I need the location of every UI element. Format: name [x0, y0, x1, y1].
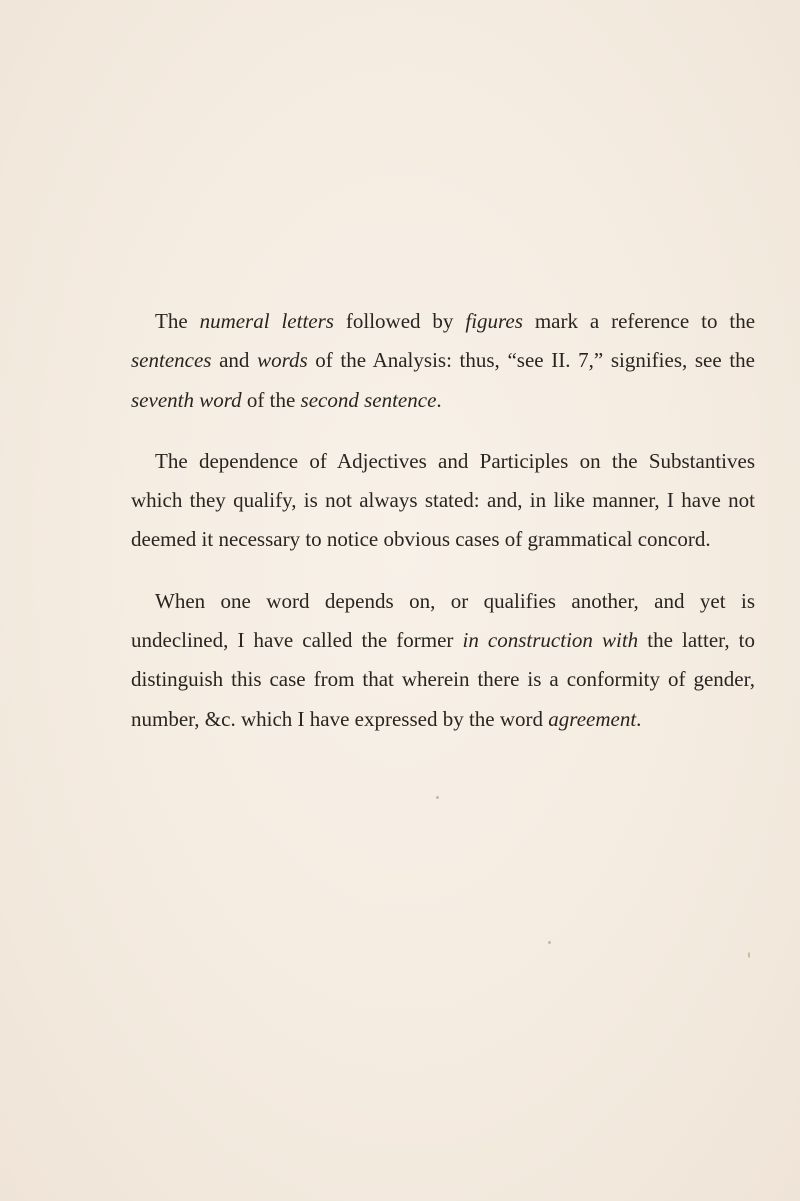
paper-speck	[436, 796, 439, 799]
text-span: of the	[241, 387, 301, 412]
italic-span: second sentence	[300, 387, 437, 412]
paragraph-dependence	[131, 442, 755, 560]
italic-span: seventh word	[131, 387, 242, 412]
italic-span: words	[257, 348, 308, 373]
text-span: mark a reference to the	[522, 309, 756, 333]
text-span: and	[211, 348, 258, 373]
italic-span: sentences	[131, 348, 212, 373]
italic-span: numeral letters	[199, 309, 334, 333]
text-span: the latter, to distinguish this case from that wherein there is a conformity of gender, number, &c. which I have expressed by the word	[131, 628, 756, 731]
text-span: .	[436, 387, 442, 412]
text-span: When one word depends on, or qualifies another, and yet is undeclined, I have called the former	[131, 588, 755, 653]
paper-speck	[748, 952, 750, 958]
text-span: The	[155, 309, 200, 333]
text-span: followed by	[333, 309, 466, 333]
text-span: .	[636, 706, 642, 731]
italic-span: in construction with	[462, 628, 639, 653]
paragraph-construction	[131, 582, 755, 739]
italic-span: agreement	[548, 706, 637, 731]
text-span: The dependence of Adjectives and Participles on the Substantives which they qualify, is not always stated: and, in like manner, I have not deemed it necessary to notice obvious cases of grammatical concord.	[131, 448, 755, 552]
paper-speck	[548, 941, 551, 944]
paragraph-notation	[131, 302, 755, 420]
italic-span: figures	[465, 309, 523, 333]
text-span: of the Analysis: thus, “see II. 7,” signifies, see the	[307, 348, 755, 373]
text-block	[131, 302, 755, 739]
